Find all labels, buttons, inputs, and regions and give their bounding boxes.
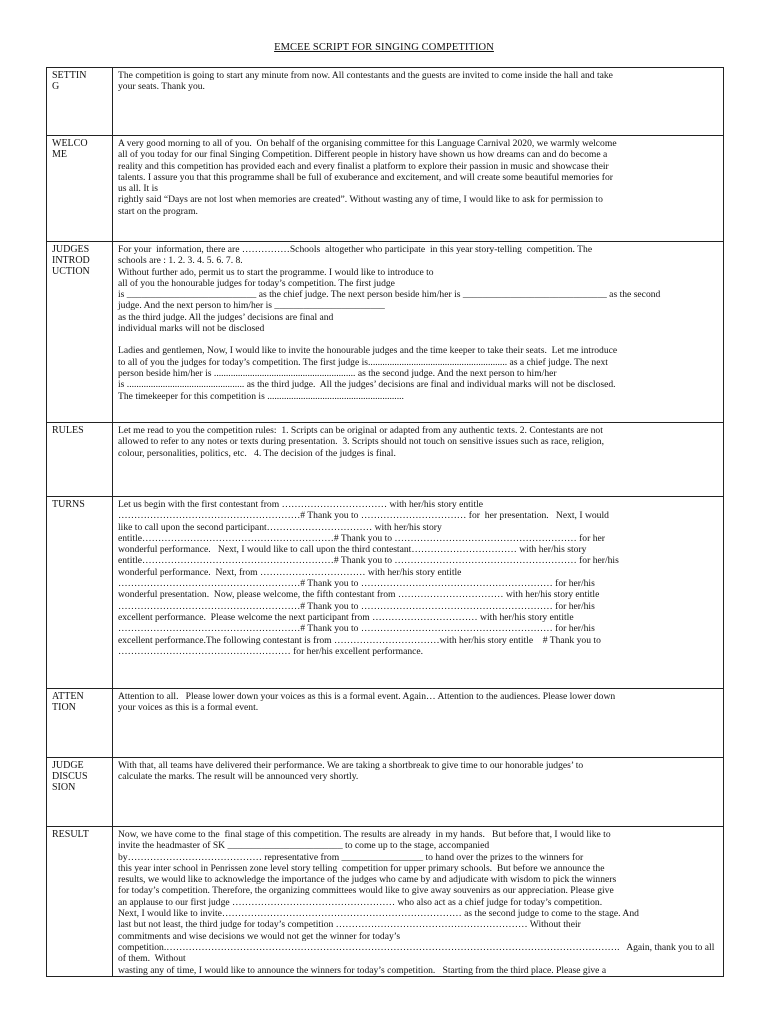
- section-text: The competition is going to start any minute from now. All contestants and the guests are invited to come inside the hall and take your seats. Thank you.: [113, 68, 724, 136]
- section-text: Now, we have come to the final stage of this competition. The results are already in my hands. But before that, I would like to invite the headmaster of SK ________________________ to come up to the stage, accompanied by…………………………………… representative from _________________ to hand over the prizes to the winners for this year inter school in Penrissen zone level story telling competition for upper primary schools. But before we announce the results, we would like to acknowledge the importance of the judges who came by and adjudicate with wisdom to pick the winners for today’s competition. Therefore, the organizing committees would like to give away souvenirs as our appreciation. Please give an applause to our first judge …………………………………………… who also act as a chief judge for today’s competition. Next, I would like to invite………………………………………………………………… as the second judge to come to the stage. And last but not least, the third judge for today’s competition …………………………………………………… Without their commitments and wise decisions we would not get the winner for today’s competition.……………………………………………………………………………………………………………………………. Again, thank you to all of them. Without wasting any of time, I would like to announce the winners for today’s competition. Starting from the third place. Please give a: [113, 827, 724, 977]
- section-label: JUDGE DISCUS SION: [47, 758, 113, 827]
- table-row: [47, 136, 724, 242]
- table-row: [47, 242, 724, 423]
- table-row: [47, 689, 724, 758]
- section-label: SETTIN G: [47, 68, 113, 136]
- section-label: JUDGES INTROD UCTION: [47, 242, 113, 423]
- section-text: A very good morning to all of you. On behalf of the organising committee for this Language Carnival 2020, we warmly welcome all of you today for our final Singing Competition. Different people in history have shown us how dreams can and do become a reality and this competition has provided each and every finalist a platform to explore their passion in music and showcase their talents. I assure you that this programme shall be full of exuberance and excitement, and will create some beautiful memories for us all. It is rightly said “Days are not lost when memories are created”. Without wasting any of time, I would like to ask for permission to start on the program.: [113, 136, 724, 242]
- document-title: EMCEE SCRIPT FOR SINGING COMPETITION: [274, 42, 494, 53]
- section-text: Attention to all. Please lower down your voices as this is a formal event. Again… Attention to the audiences. Please lower down your voices as this is a formal event.: [113, 689, 724, 758]
- script-table: [46, 67, 724, 977]
- table-row: [47, 827, 724, 977]
- section-text: With that, all teams have delivered their performance. We are taking a shortbreak to give time to our honorable judges’ to calculate the marks. The result will be announced very shortly.: [113, 758, 724, 827]
- table-row: [47, 68, 724, 136]
- section-text: Let us begin with the first contestant from …………………………… with her/his story entitle …………………………………………………# Thank you to …………………………… for her presentation. Next, I would like to call upon the second participant…………………………… with her/his story entitle……………………………………………………# Thank you to ………………………………………………… for her wonderful performance. Next, I would like to call upon the third contestant…………………………… with her/his story entitle……………………………………………………# Thank you to ………………………………………………… for her/his wonderful performance. Next, from …………………………… with her/his story entitle …………………………………………………# Thank you to …………………………………………………… for her/his wonderful presentation. Now, please welcome, the fifth contestant from …………………………… with her/his story entitle …………………………………………………# Thank you to …………………………………………………… for her/his excellent performance. Please welcome the next participant from …………………………… with her/his story entitle …………………………………………………# Thank you to …………………………………………………… for her/his excellent performance.The following contestant is from ……………………………with her/his story entitle # Thank you to ……………………………………………… for her/his excellent performance.: [113, 497, 724, 689]
- section-label: WELCO ME: [47, 136, 113, 242]
- table-row: [47, 423, 724, 497]
- table-row: [47, 758, 724, 827]
- section-text: Let me read to you the competition rules: 1. Scripts can be original or adapted from any authentic texts. 2. Contestants are not allowed to refer to any notes or texts during presentation. 3. Scripts should not touch on sensitive issues such as race, religion, colour, personalities, politics, etc. 4. The decision of the judges is final.: [113, 423, 724, 497]
- section-label: ATTEN TION: [47, 689, 113, 758]
- section-label: TURNS: [47, 497, 113, 689]
- section-text: For your information, there are ……………Schools altogether who participate in this year story-telling competition. The schools are : 1. 2. 3. 4. 5. 6. 7. 8. Without further ado, permit us to start the programme. I would like to introduce to all of you the honourable judges for today’s competition. The first judge is ___________________________ as the chief judge. The next person beside him/her is ______________________________ as the second judge. And the next person to him/her is _______________________ as the third judge. All the judges’ decisions are final and individual marks will not be disclosed Ladies and gentlemen, Now, I would like to invite the honourable judges and the time keeper to take their seats. Let me introduce to all of you the judges for today’s competition. The first judge is.......................................................... as a chief judge. The next person beside him/her is ........................................................... as the second judge. And the next person to him/her is ................................................. as the third judge. All the judges’ decisions are final and individual marks will not be disclosed. The timekeeper for this competition is .........................................................: [113, 242, 724, 423]
- section-label: RESULT: [47, 827, 113, 977]
- table-row: [47, 497, 724, 689]
- section-label: RULES: [47, 423, 113, 497]
